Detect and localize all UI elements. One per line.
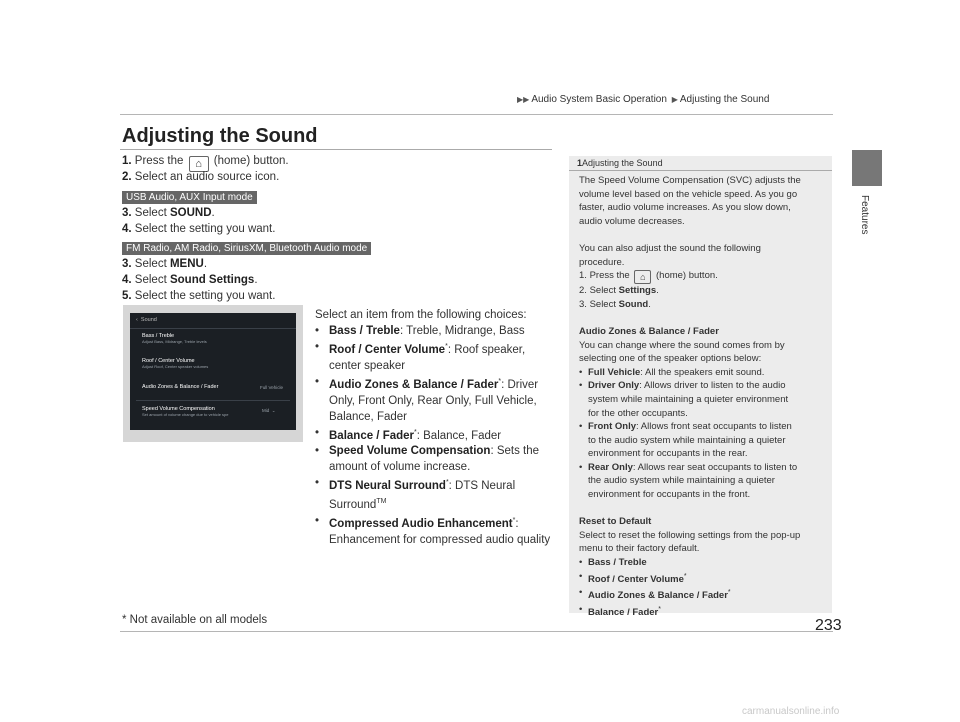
sound-screen-image xyxy=(123,305,303,442)
note-step-2: 2. Select Settings. xyxy=(579,285,659,297)
note-body xyxy=(579,174,827,620)
mode-badge-usb: USB Audio, AUX Input mode xyxy=(122,191,257,204)
choices-list xyxy=(315,307,560,548)
choice-dts: • DTS Neural Surround*: DTS Neural Surround™ xyxy=(315,477,516,512)
zone-front-only: • Front Only: Allows front seat occupants to listen to the audio system while maintaining a quieter environment for occupants in the rear. xyxy=(579,421,792,460)
watermark: carmanualsonline.info xyxy=(742,706,840,717)
zone-driver-only: • Driver Only: Allows driver to listen to the audio system while maintaining a quieter environment for the other occupants. xyxy=(579,380,789,419)
note-step-1: 1. Press the ⌂ (home) button. xyxy=(579,270,718,283)
note-ref-icon: 1 xyxy=(577,158,583,168)
step-2: 2. Select an audio source icon. xyxy=(122,171,280,183)
screen-divider xyxy=(136,400,290,401)
note-heading[interactable]: 1Adjusting the Sound xyxy=(577,158,663,168)
breadcrumb-arrow-icon: ▶▶ xyxy=(517,95,530,104)
breadcrumb-arrow-icon: ▶ xyxy=(671,95,678,104)
note-divider xyxy=(569,170,832,171)
choice-bass-treble: • Bass / Treble: Treble, Midrange, Bass xyxy=(315,325,525,337)
header-divider xyxy=(120,114,833,115)
step-1: 1. Press the ⌂ (home) button. xyxy=(122,155,289,170)
choice-compressed-audio: • Compressed Audio Enhancement*: Enhancement for compressed audio quality xyxy=(315,515,551,546)
page-number: 233 xyxy=(815,617,842,634)
zones-intro: You can change where the sound comes from by selecting one of the speaker options below: xyxy=(579,339,785,365)
zones-heading: Audio Zones & Balance / Fader xyxy=(579,325,719,337)
screen-row-bass-treble: Bass / Treble Adjust Bass, Midrange, Treble levels xyxy=(142,333,207,344)
reset-item: • Bass / Treble xyxy=(579,557,647,569)
usb-step-3: 3. Select SOUND. xyxy=(122,207,215,219)
home-icon: ⌂ xyxy=(634,270,651,284)
choice-svc: • Speed Volume Compensation: Sets the amount of volume increase. xyxy=(315,445,540,474)
screen-value-full-vehicle: Full Vehicle xyxy=(260,385,284,390)
section-label: Features xyxy=(859,195,870,235)
chevron-down-icon: ⌄ xyxy=(271,408,276,413)
reset-intro: Select to reset the following settings from the pop-up menu to their factory default. xyxy=(579,529,801,555)
home-icon: ⌂ xyxy=(189,156,209,172)
choice-audio-zones: • Audio Zones & Balance / Fader*: Driver Only, Front Only, Rear Only, Full Vehicle, Balance, Fader xyxy=(315,375,539,423)
sound-screen-display xyxy=(130,313,296,430)
choice-balance-fader: • Balance / Fader*: Balance, Fader xyxy=(315,426,502,442)
choice-roof-center: • Roof / Center Volume*: Roof speaker, center speaker xyxy=(315,341,526,372)
reset-item: • Roof / Center Volume* xyxy=(579,570,687,585)
note-step-3: 3. Select Sound. xyxy=(579,298,651,310)
breadcrumb xyxy=(515,94,769,105)
page-title: Adjusting the Sound xyxy=(122,125,318,147)
zone-rear-only: • Rear Only: Allows rear seat occupants to listen to the audio system while maintaining a quieter environment for occupants in the front. xyxy=(579,461,798,501)
usb-step-4: 4. Select the setting you want. xyxy=(122,223,276,235)
breadcrumb-part-2: Adjusting the Sound xyxy=(679,94,770,105)
zone-full-vehicle: • Full Vehicle: All the speakers emit sound. xyxy=(579,366,765,378)
title-divider xyxy=(120,149,552,150)
breadcrumb-part-1[interactable]: Audio System Basic Operation xyxy=(531,94,667,105)
section-tab[interactable] xyxy=(852,150,882,186)
back-arrow-icon: ‹ xyxy=(136,317,138,323)
screen-row-roof-center: Roof / Center Volume Adjust Roof, Center speaker volumes xyxy=(142,358,209,369)
fm-step-5: 5. Select the setting you want. xyxy=(122,290,276,302)
fm-step-3: 3. Select MENU. xyxy=(122,258,208,270)
note-paragraph: The Speed Volume Compensation (SVC) adjusts the volume level based on the vehicle speed. As you go faster, audio volume increases. As you slow down, audio volume decreases. xyxy=(579,175,801,227)
sound-screen-header: ‹ Sound xyxy=(136,317,157,323)
choices-intro: Select an item from the following choices: xyxy=(315,309,527,321)
screen-row-svc: Speed Volume Compensation Set amount of volume change due to vehicle spe xyxy=(142,406,229,417)
footer-divider xyxy=(120,631,833,632)
fm-step-4: 4. Select Sound Settings. xyxy=(122,274,258,286)
reset-heading: Reset to Default xyxy=(579,516,652,528)
mode-badge-fm: FM Radio, AM Radio, SiriusXM, Bluetooth Audio mode xyxy=(122,242,371,255)
footnote: * Not available on all models xyxy=(122,614,268,626)
screen-value-mid: Mid ⌄ xyxy=(262,408,276,413)
note-paragraph: You can also adjust the sound the following procedure. xyxy=(579,242,761,268)
screen-divider xyxy=(130,328,296,329)
screen-row-audio-zones: Audio Zones & Balance / Fader xyxy=(142,384,219,390)
reset-item: • Balance / Fader* xyxy=(579,604,661,619)
reset-item: • Audio Zones & Balance / Fader* xyxy=(579,587,731,602)
